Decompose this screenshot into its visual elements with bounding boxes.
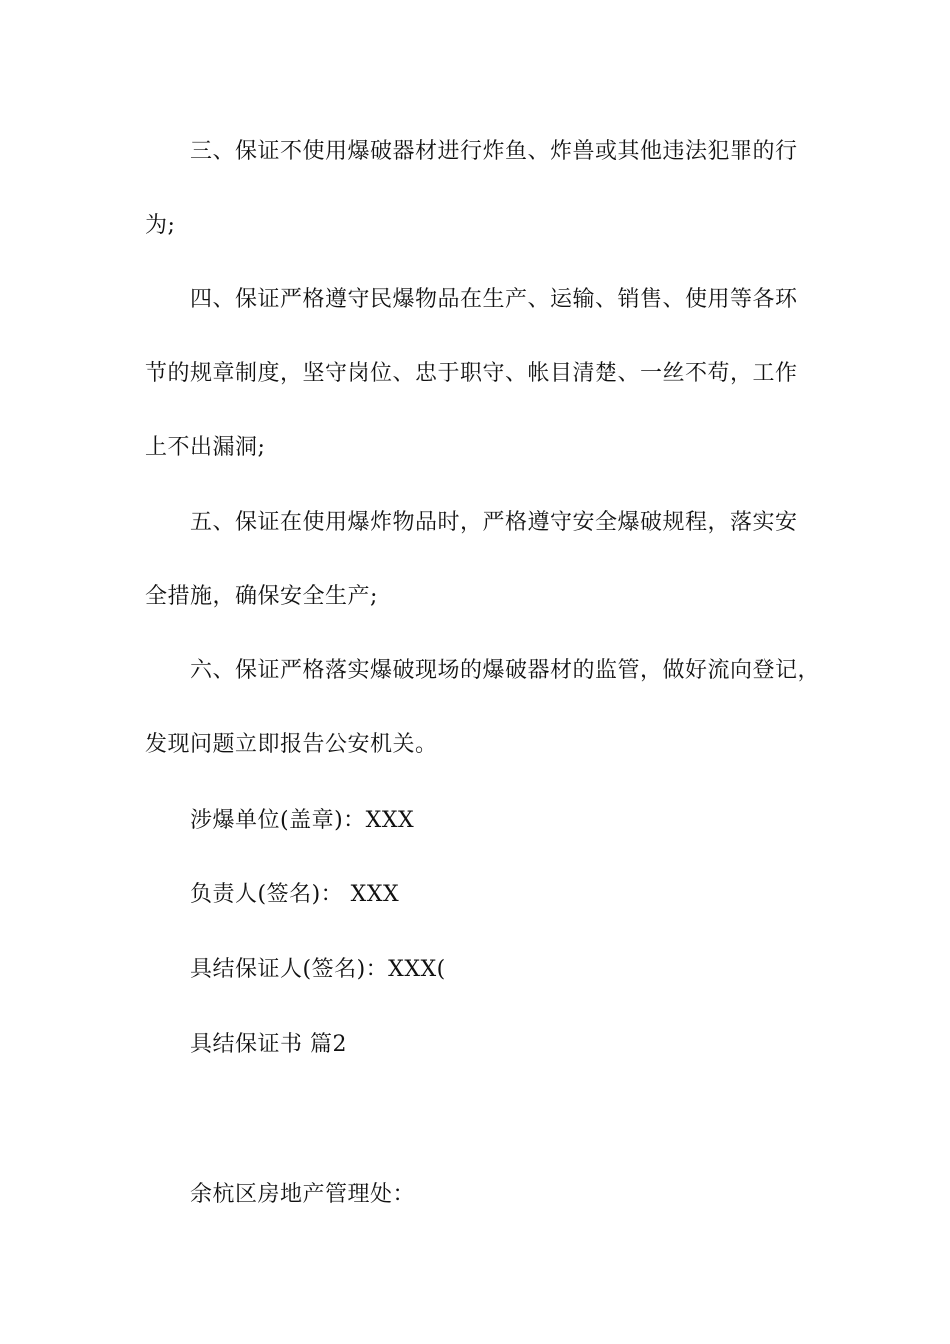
addressee-line: 余杭区房地产管理处： bbox=[190, 1182, 416, 1207]
guarantor-signature-line: 具结保证人(签名)：XXX( bbox=[190, 957, 446, 982]
clause-five-line-2: 全措施，确保安全生产; bbox=[145, 584, 378, 609]
unit-seal-line: 涉爆单位(盖章)：XXX bbox=[190, 808, 415, 833]
clause-five-line-1: 五、保证在使用爆炸物品时，严格遵守安全爆破规程，落实安 bbox=[190, 510, 798, 535]
clause-three-line-1: 三、保证不使用爆破器材进行炸鱼、炸兽或其他违法犯罪的行 bbox=[190, 139, 798, 164]
section-heading: 具结保证书 篇2 bbox=[190, 1032, 347, 1057]
clause-six-line-2: 发现问题立即报告公安机关。 bbox=[145, 732, 438, 757]
responsible-signature-line: 负责人(签名)： XXX bbox=[190, 882, 400, 907]
clause-six-line-1: 六、保证严格落实爆破现场的爆破器材的监管，做好流向登记， bbox=[190, 658, 821, 683]
clause-four-line-3: 上不出漏洞; bbox=[145, 435, 266, 460]
clause-three-line-2: 为; bbox=[145, 213, 176, 238]
clause-four-line-2: 节的规章制度，坚守岗位、忠于职守、帐目清楚、一丝不苟，工作 bbox=[145, 361, 798, 386]
clause-four-line-1: 四、保证严格遵守民爆物品在生产、运输、销售、使用等各环 bbox=[190, 287, 798, 312]
